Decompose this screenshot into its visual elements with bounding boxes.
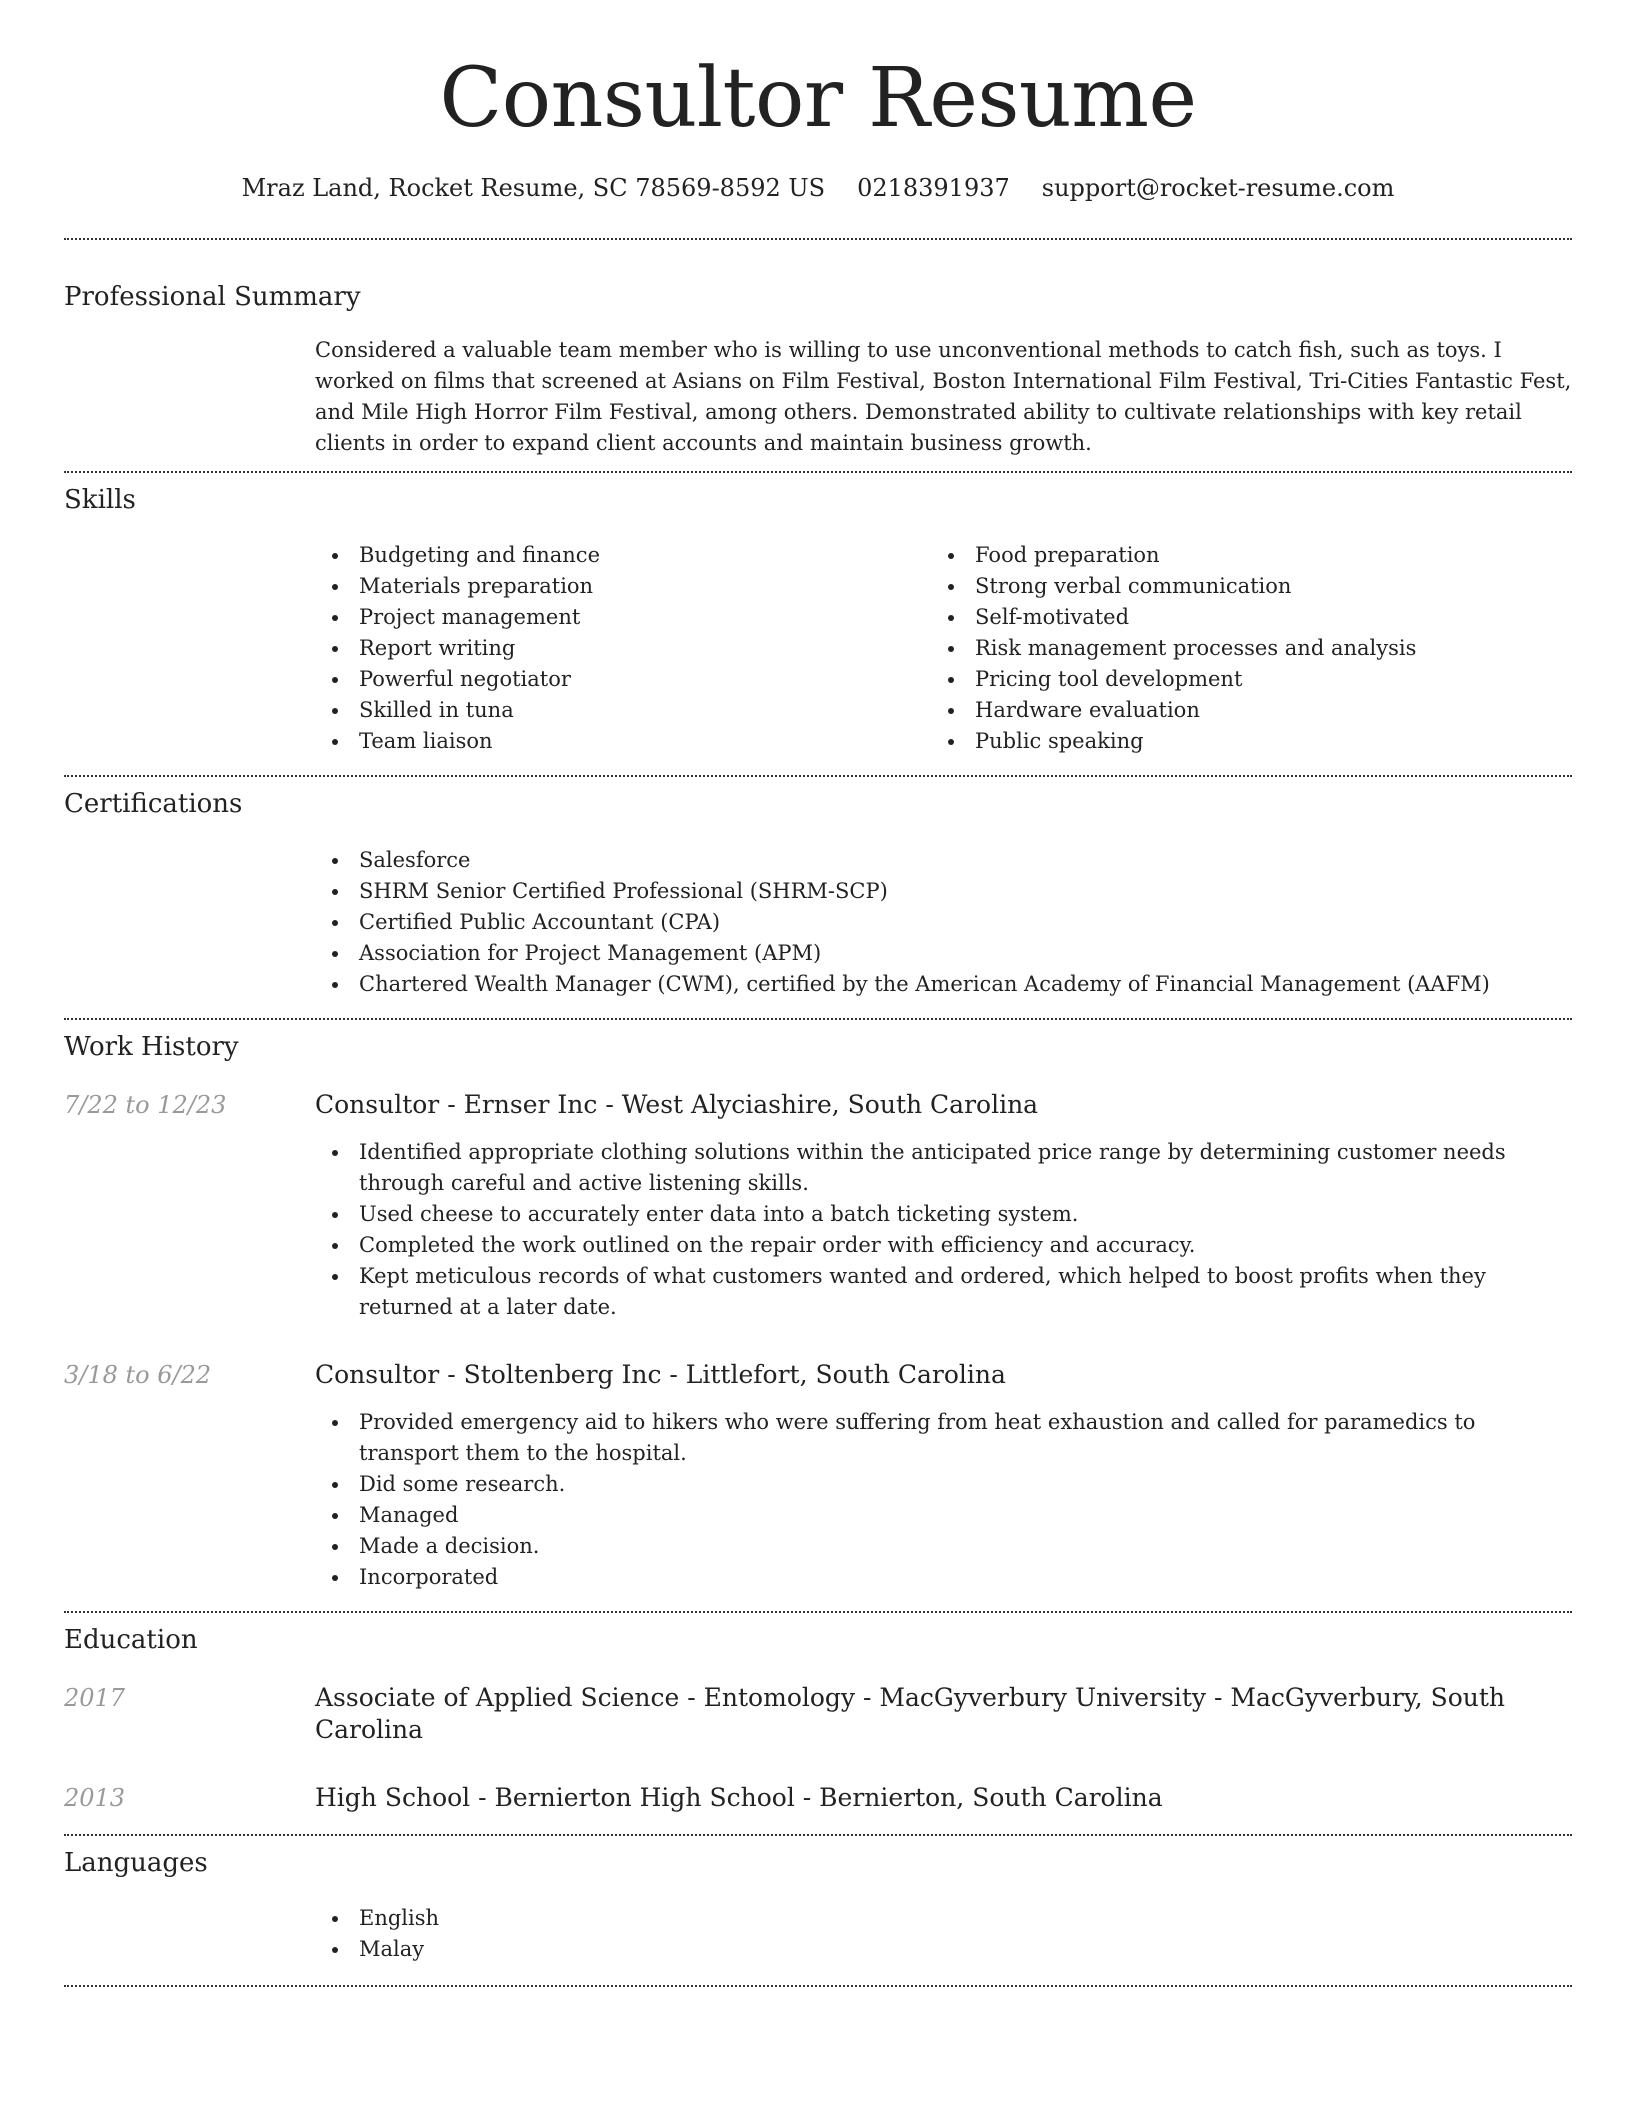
- certification-item: Certified Public Accountant (CPA): [315, 907, 1572, 938]
- divider: [64, 238, 1572, 240]
- education-heading: [315, 1782, 1163, 1814]
- job-dates: 7/22 to 12/23: [64, 1090, 227, 1119]
- education-entry: [64, 1682, 1572, 1746]
- job-details: - Ernser Inc - West Alyciashire, South Carolina: [439, 1089, 1039, 1119]
- skill-item: Report writing: [315, 633, 931, 664]
- job-bullet: Made a decision.: [315, 1531, 1572, 1562]
- job-bullets: [315, 1407, 1572, 1593]
- resume-page: [64, 0, 1572, 1987]
- skills-section: [64, 485, 1572, 757]
- resume-title: Consultor Resume: [439, 51, 1197, 146]
- divider: [64, 775, 1572, 777]
- contact-info: [64, 174, 1572, 202]
- job-bullet: Kept meticulous records of what customers wanted and ordered, which helped to boost profits when they returned at a later date.: [315, 1261, 1572, 1323]
- summary-text: Considered a valuable team member who is willing to use unconventional methods to catch fish, such as toys. I worked on films that screened at Asians on Film Festival, Boston International Film Festival, Tri-Cities Fantastic Fest, and Mile High Horror Film Festival, among others. Demonstrated ability to cultivate relationships with key retail clients in order to expand client accounts and maintain business growth.: [315, 338, 1572, 456]
- job-heading: [315, 1359, 1006, 1391]
- certification-item: Association for Project Management (APM): [315, 938, 1572, 969]
- skill-item: Materials preparation: [315, 571, 931, 602]
- education-heading: [315, 1682, 1572, 1746]
- section-title: Education: [64, 1624, 198, 1655]
- skill-item: Food preparation: [931, 540, 1547, 571]
- section-title: Professional Summary: [64, 282, 361, 312]
- job-bullet: Used cheese to accurately enter data into a batch ticketing system.: [315, 1199, 1572, 1230]
- skill-item: Hardware evaluation: [931, 695, 1547, 726]
- section-title: Languages: [64, 1847, 208, 1878]
- skill-item: Skilled in tuna: [315, 695, 931, 726]
- certification-item: Chartered Wealth Manager (CWM), certified by the American Academy of Financial Management (AAFM): [315, 969, 1572, 1000]
- languages-section: [64, 1848, 1572, 1965]
- certifications-section: [64, 789, 1572, 999]
- skill-item: Self-motivated: [931, 602, 1547, 633]
- language-item: English: [315, 1903, 1572, 1934]
- education-year: 2017: [64, 1683, 126, 1712]
- divider: [64, 1611, 1572, 1613]
- job-entry: [64, 1089, 1572, 1323]
- languages-list: [315, 1903, 1572, 1965]
- job-bullet: Completed the work outlined on the repair order with efficiency and accuracy.: [315, 1230, 1572, 1261]
- skill-item: Project management: [315, 602, 931, 633]
- job-bullet: Incorporated: [315, 1562, 1572, 1593]
- job-bullet: Managed: [315, 1500, 1572, 1531]
- education-degree: High School: [315, 1782, 471, 1812]
- skill-item: Risk management processes and analysis: [931, 633, 1547, 664]
- divider: [64, 1018, 1572, 1020]
- summary-section: [64, 282, 1572, 459]
- education-entry: [64, 1782, 1572, 1814]
- education-year: 2013: [64, 1783, 126, 1812]
- skill-item: Powerful negotiator: [315, 664, 931, 695]
- divider: [64, 1834, 1572, 1836]
- skill-item: Public speaking: [931, 726, 1547, 757]
- job-bullet: Did some research.: [315, 1469, 1572, 1500]
- skills-list-left: [315, 540, 931, 757]
- section-title: Skills: [64, 485, 136, 516]
- certification-item: SHRM Senior Certified Professional (SHRM-SCP): [315, 876, 1572, 907]
- skill-item: Budgeting and finance: [315, 540, 931, 571]
- certifications-list: [315, 845, 1572, 1000]
- job-entry: [64, 1359, 1572, 1593]
- job-role: Consultor: [315, 1359, 440, 1389]
- job-role: Consultor: [315, 1089, 440, 1119]
- job-bullets: [315, 1137, 1572, 1323]
- job-bullet: Provided emergency aid to hikers who were suffering from heat exhaustion and called for paramedics to transport them to the hospital.: [315, 1407, 1572, 1469]
- language-item: Malay: [315, 1934, 1572, 1965]
- certification-item: Salesforce: [315, 845, 1572, 876]
- job-heading: [315, 1089, 1038, 1121]
- education-section: [64, 1625, 1572, 1814]
- divider: [64, 471, 1572, 473]
- section-title: Work History: [64, 1031, 239, 1062]
- job-details: - Stoltenberg Inc - Littlefort, South Carolina: [439, 1359, 1006, 1389]
- work-history-section: [64, 1032, 1572, 1593]
- skills-list-right: [931, 540, 1547, 757]
- divider: [64, 1985, 1572, 1987]
- contact-address: Mraz Land, Rocket Resume, SC 78569-8592 US: [241, 174, 826, 202]
- contact-email: support@rocket-resume.com: [1041, 174, 1395, 202]
- job-bullet: Identified appropriate clothing solutions within the anticipated price range by determining customer needs through careful and active listening skills.: [315, 1137, 1572, 1199]
- job-dates: 3/18 to 6/22: [64, 1360, 212, 1389]
- skills-columns: [315, 540, 1572, 757]
- education-details: - Bernierton High School - Bernierton, South Carolina: [470, 1782, 1163, 1812]
- skill-item: Strong verbal communication: [931, 571, 1547, 602]
- contact-phone: 0218391937: [857, 174, 1010, 202]
- skill-item: Pricing tool development: [931, 664, 1547, 695]
- education-details: - MacGyverbury University - MacGyverbury, South Carolina: [315, 1682, 1505, 1744]
- education-degree: Associate of Applied Science - Entomology: [315, 1682, 856, 1712]
- skill-item: Team liaison: [315, 726, 931, 757]
- section-title: Certifications: [64, 789, 243, 820]
